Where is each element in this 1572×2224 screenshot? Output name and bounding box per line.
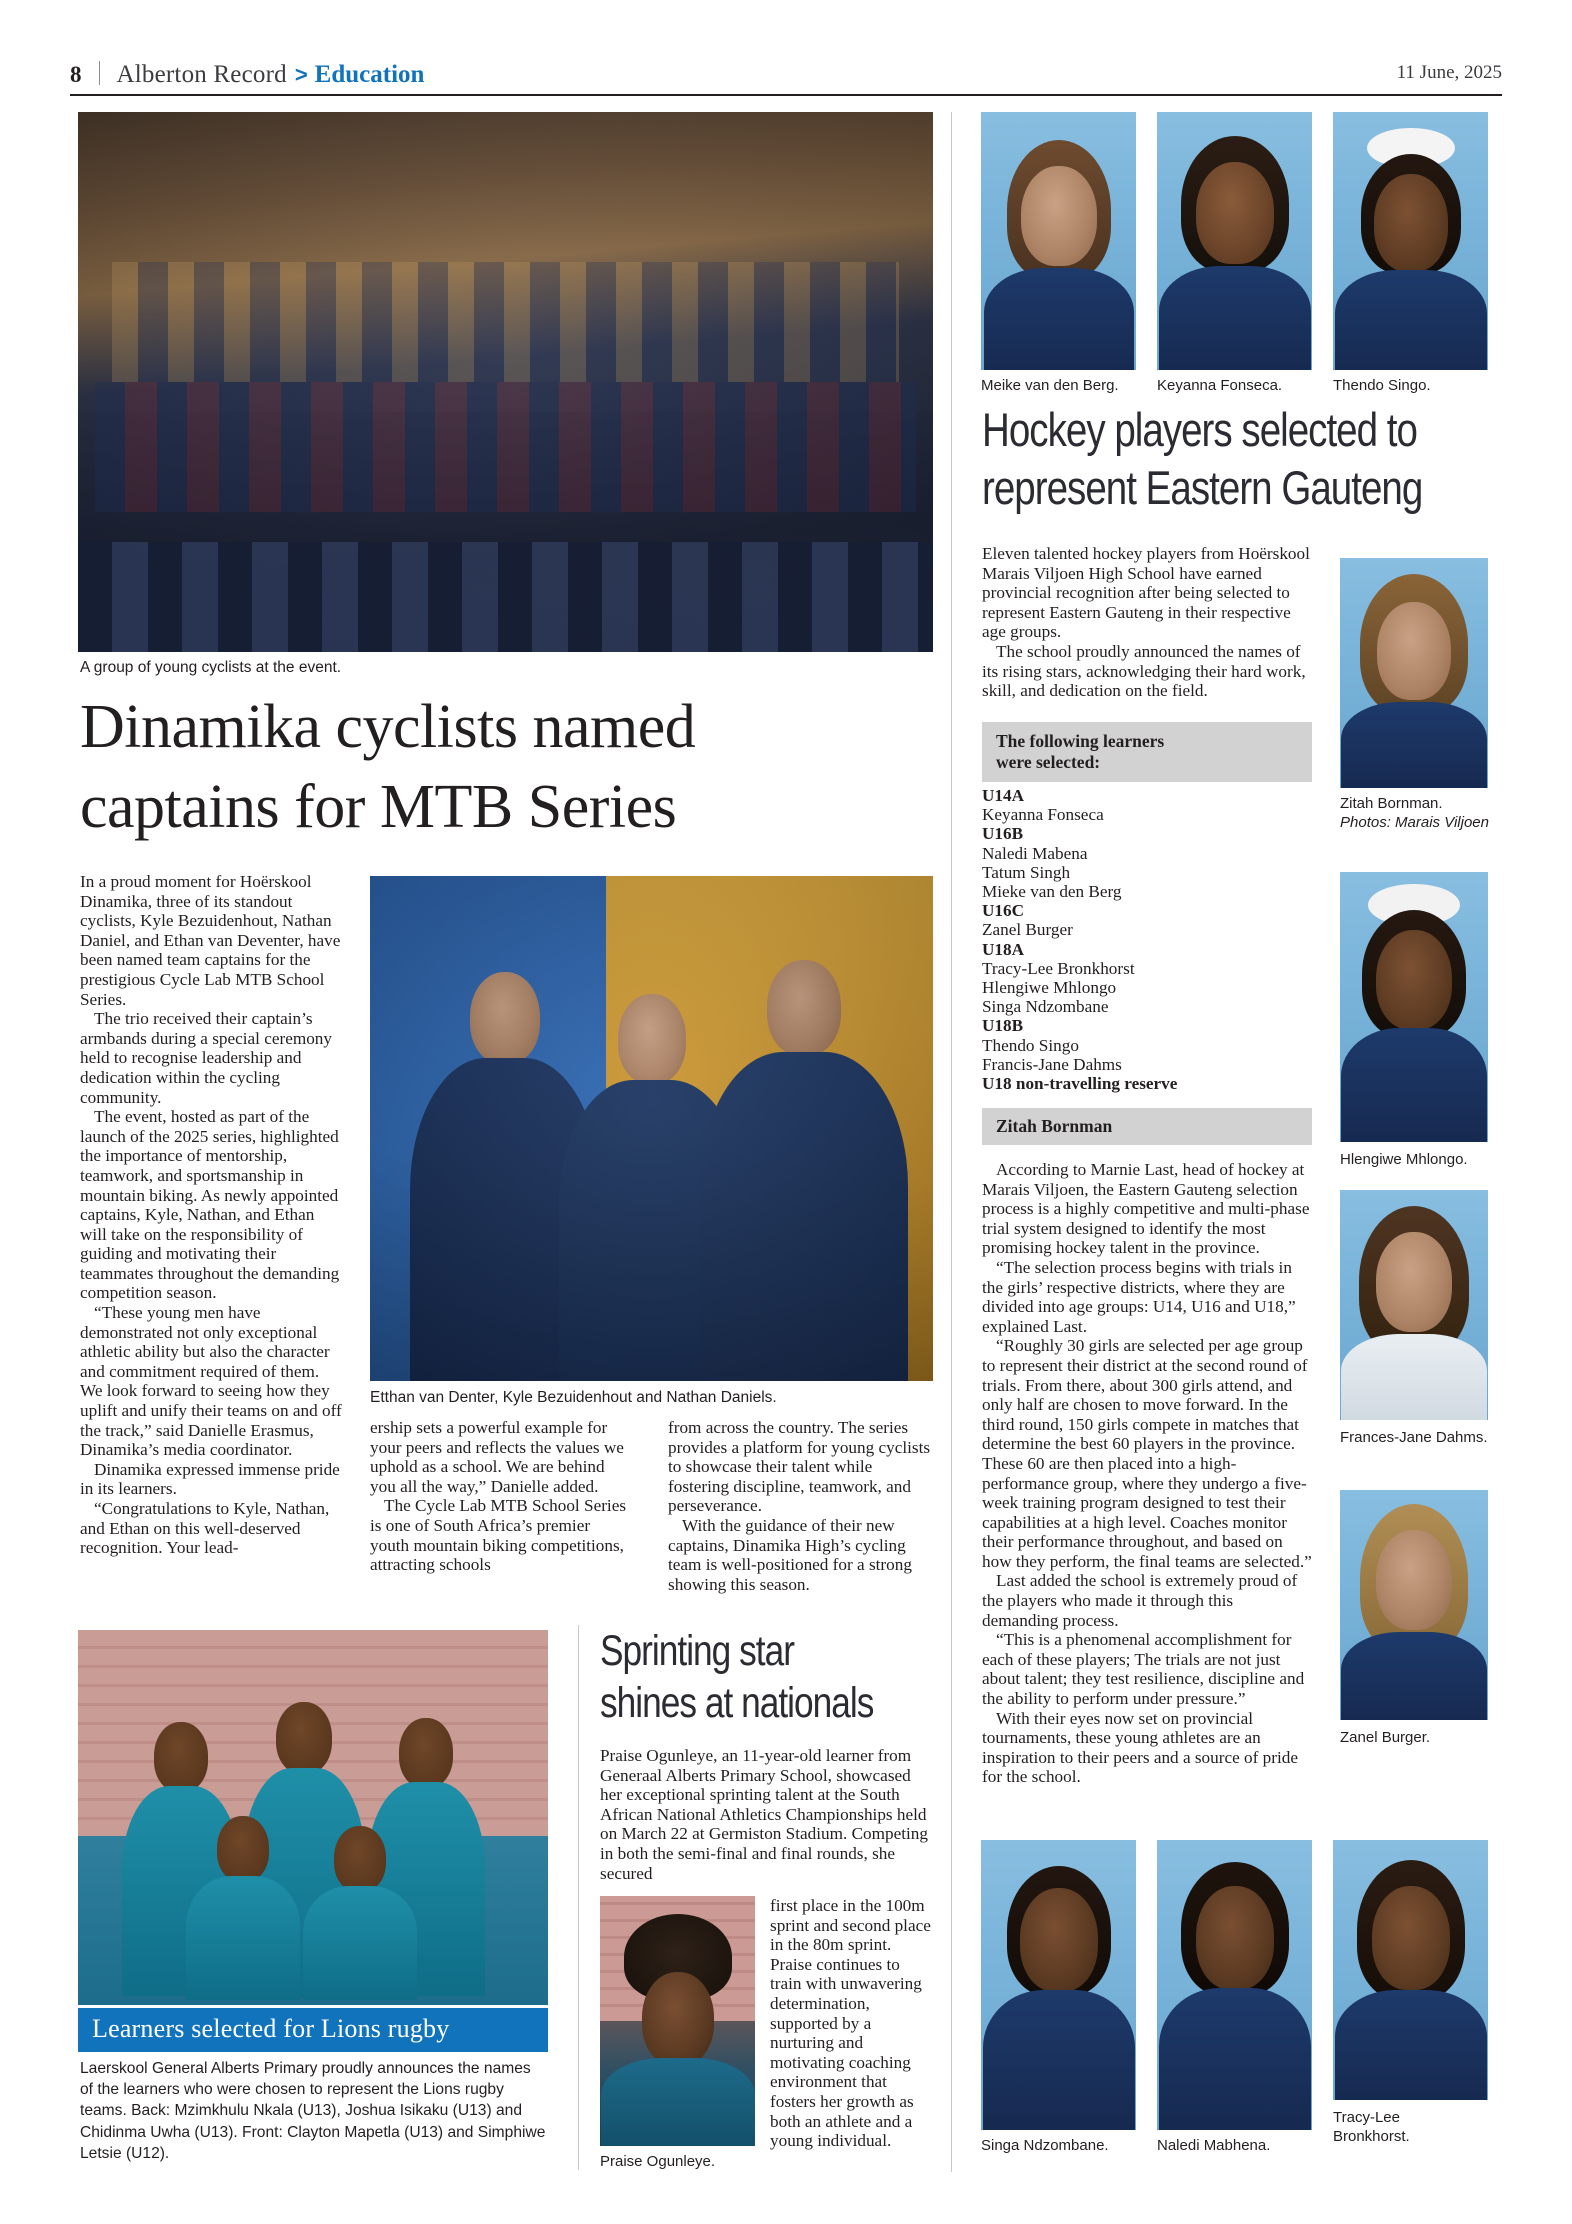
photo-lions-rugby-team xyxy=(78,1630,548,2005)
lead-paragraph: “Congratulations to Kyle, Nathan, and Ethan on this well-deserved recognition. Your lead- xyxy=(80,1499,330,1558)
portrait-zanel-burger xyxy=(1340,1490,1488,1720)
portrait-hlengiwe-mhlongo xyxy=(1340,872,1488,1142)
issue-date: 11 June, 2025 xyxy=(1396,62,1502,83)
sprint-headline-line1: Sprinting star xyxy=(600,1627,794,1675)
page-number: 8 xyxy=(70,62,82,87)
player-name: Keyanna Fonseca xyxy=(982,805,1104,825)
lead-paragraph: With the guidance of their new captains, Dinamika High’s cycling team is well-positioned for a strong showing this season. xyxy=(668,1515,912,1594)
lions-rugby-banner: Learners selected for Lions rugby xyxy=(78,2008,548,2052)
selected-learners-heading xyxy=(982,722,1312,782)
caption-hlengiwe: Hlengiwe Mhlongo. xyxy=(1340,1151,1468,1168)
photo-praise-ogunleye xyxy=(600,1896,755,2146)
caption-naledi: Naledi Mabhena. xyxy=(1157,2137,1271,2154)
column-divider-main xyxy=(951,112,952,2172)
age-group-label: U14A xyxy=(982,786,1025,805)
caption-praise-ogunleye: Praise Ogunleye. xyxy=(600,2153,716,2170)
caption-singa: Singa Ndzombane. xyxy=(981,2137,1109,2154)
chevron-right-icon: > xyxy=(294,62,308,87)
age-group-label: U18 non-travelling reserve xyxy=(982,1074,1178,1094)
selected-learners-list xyxy=(982,786,1312,1093)
portrait-zitah-bornman xyxy=(1340,558,1488,788)
masthead-rule xyxy=(70,94,1502,96)
player-name: Singa Ndzombane xyxy=(982,997,1109,1017)
lions-rugby-caption: Laerskool General Alberts Primary proudly announces the names of the learners who were chosen to represent the Lions rugby teams. Back: Mzimkhulu Nkala (U13), Joshua Isikaku (U13) and Chidinma Uwha (U13). Front: Clayton Mapetla (U13) and Simphiwe Letsie (U12). xyxy=(80,2060,546,2162)
sprint-headline-line2: shines at nationals xyxy=(600,1679,874,1727)
age-group-label: U16C xyxy=(982,901,1025,921)
lead-headline-line1: Dinamika cyclists named xyxy=(80,693,696,761)
hockey-intro xyxy=(982,544,1312,701)
portrait-naledi-mabhena xyxy=(1157,1840,1312,2130)
lead-paragraph: Dinamika expressed immense pride in its learners. xyxy=(80,1459,340,1499)
masthead-divider xyxy=(99,61,100,85)
lead-paragraph: The Cycle Lab MTB School Series is one of South Africa’s premier youth mountain biking competitions, attracting schools xyxy=(370,1496,627,1575)
hockey-paragraph: “This is a phenomenal accomplishment for each of these players; The trials are not just about talent; they test resilience, discipline and the ability to perform under pressure.” xyxy=(982,1630,1305,1709)
lead-paragraph: The event, hosted as part of the launch of the 2025 series, highlighted the importance of mentorship, teamwork, and sportsmanship in mountain biking. As newly appointed captains, Kyle, Nathan, and Ethan will take on the responsibility of guiding and motivating their teammates throughout the demanding competition season. xyxy=(80,1107,340,1303)
player-name: Naledi Mabena xyxy=(982,843,1088,863)
portrait-meike-van-den-berg xyxy=(981,112,1136,370)
hockey-paragraph: The school proudly announced the names of its rising stars, acknowledging their hard work, skill, and dedication on the field. xyxy=(982,641,1306,701)
lead-paragraph: The trio received their captain’s armbands during a special ceremony held to recognise leadership and dedication within the cycling community. xyxy=(80,1009,332,1107)
lead-paragraph: from across the country. The series provides a platform for young cyclists to showcase their talent while fostering discipline, teamwork, and perseverance. xyxy=(668,1418,931,1516)
masthead xyxy=(70,58,1502,98)
sprint-paragraph: Praise Ogunleye, an 11-year-old learner from Generaal Alberts Primary School, showcased her exceptional sprinting talent at the South African National Athletics Championships held on March 22 at Germiston Stadium. Competing in both the semi-final and final rounds, she secured xyxy=(600,1746,928,1883)
selected-learners-heading-line2: were selected: xyxy=(996,752,1101,772)
portrait-caption-keyanna: Keyanna Fonseca. xyxy=(1157,377,1283,394)
section-label: Education xyxy=(314,61,425,88)
photo-credit: Photos: Marais Viljoen xyxy=(1340,814,1489,832)
player-name: Tracy-Lee Bronkhorst xyxy=(982,958,1135,978)
hockey-paragraph: Last added the school is extremely proud of the players who made it through this demanding process. xyxy=(982,1571,1298,1630)
portrait-singa-ndzombane xyxy=(981,1840,1136,2130)
portrait-caption-meike: Meike van den Berg. xyxy=(981,377,1119,394)
sprint-paragraph: first place in the 100m sprint and second place in the 80m sprint. Praise continues to train with unwavering determination, supported by a nurturing and motivating coaching environment that fosters her growth as both an athlete and a young individual. xyxy=(770,1896,931,2151)
lead-headline-line2: captains for MTB Series xyxy=(80,773,677,841)
captains-photo-caption: Etthan van Denter, Kyle Bezuidenhout and Nathan Daniels. xyxy=(370,1389,777,1406)
hockey-paragraph: According to Marnie Last, head of hockey at Marais Viljoen, the Eastern Gauteng selection process is a highly competitive and multi-phase trial system designed to identify the most promising hockey talent in the province. xyxy=(982,1160,1310,1258)
age-group-label: U18A xyxy=(982,939,1025,959)
photo-three-captains xyxy=(370,876,933,1381)
lead-body-column-2 xyxy=(370,1418,632,1575)
lead-body-column-1 xyxy=(80,872,342,1558)
age-group-label: U18B xyxy=(982,1016,1024,1036)
hockey-paragraph: With their eyes now set on provincial tournaments, these young athletes are an inspiration to their peers and a source of pride for the school. xyxy=(982,1708,1298,1787)
player-name: Francis-Jane Dahms xyxy=(982,1054,1122,1074)
lead-paragraph: “These young men have demonstrated not only exceptional athletic ability but also the character and commitment required of them. We look forward to seeing how they uplift and unify their teams on and off the track,” said Danielle Erasmus, Dinamika’s media coordinator. xyxy=(80,1303,342,1460)
hockey-headline-line1: Hockey players selected to xyxy=(982,403,1417,456)
reserve-name-box: Zitah Bornman xyxy=(982,1108,1312,1145)
lead-body-column-3 xyxy=(668,1418,933,1594)
player-name: Tatum Singh xyxy=(982,862,1071,882)
column-divider-sprint xyxy=(578,1625,579,2170)
player-name: Zanel Burger xyxy=(982,920,1073,940)
caption-zanel: Zanel Burger. xyxy=(1340,1729,1431,1746)
portrait-thendo-singo xyxy=(1333,112,1488,370)
caption-zitah-name: Zitah Bornman. xyxy=(1340,795,1443,812)
portrait-frances-jane-dahms xyxy=(1340,1190,1488,1420)
caption-frances-jane: Frances-Jane Dahms. xyxy=(1340,1429,1488,1446)
hero-photo-cyclists xyxy=(78,112,933,652)
caption-tracy-lee: Tracy-Lee Bronkhorst. xyxy=(1333,2109,1410,2146)
sprint-body-top xyxy=(600,1746,935,1883)
masthead-left xyxy=(70,58,424,89)
player-name: Thendo Singo xyxy=(982,1035,1079,1055)
lead-paragraph: In a proud moment for Hoërskool Dinamika, three of its standout cyclists, Kyle Bezuidenhout, Nathan Daniel, and Ethan van Deventer, have been named team captains for the prestigious Cycle Lab MTB School Series. xyxy=(80,872,341,1009)
player-name: Hlengiwe Mhlongo xyxy=(982,978,1117,998)
hockey-headline-line2: represent Eastern Gauteng xyxy=(982,461,1423,514)
hero-photo-caption: A group of young cyclists at the event. xyxy=(80,659,342,676)
selected-learners-heading-line1: The following learners xyxy=(996,731,1165,751)
portrait-tracy-lee-bronkhorst xyxy=(1333,1840,1488,2100)
hockey-paragraph: Eleven talented hockey players from Hoërskool Marais Viljoen High School have earned provincial recognition after being selected to represent Eastern Gauteng in their respective age groups. xyxy=(982,544,1310,642)
lead-paragraph: ership sets a powerful example for your peers and reflects the values we uphold as a school. We are behind you all the way,” Danielle added. xyxy=(370,1418,624,1496)
sprint-body-wrap xyxy=(770,1896,935,2151)
publication-title: Alberton Record xyxy=(116,61,287,88)
age-group-label: U16B xyxy=(982,824,1024,844)
portrait-keyanna-fonseca xyxy=(1157,112,1312,370)
hockey-paragraph: “Roughly 30 girls are selected per age group to represent their district at the second round of trials. From there, about 300 girls attend, and only half are chosen to move forward. In the third round, 150 girls compete in matches that determine the best 60 players in the province. These 60 are then placed into a high-performance group, where they undergo a five-week training program designed to test their capabilities at a high level. Coaches monitor their performance throughout, and based on how they perform, the final teams are selected.” xyxy=(982,1336,1312,1571)
hockey-paragraph: “The selection process begins with trials in the girls’ respective districts, where they are divided into age groups: U14, U16 and U18,” explained Last. xyxy=(982,1257,1296,1336)
hockey-body xyxy=(982,1160,1312,1787)
portrait-caption-thendo: Thendo Singo. xyxy=(1333,377,1431,394)
player-name: Mieke van den Berg xyxy=(982,882,1122,902)
caption-zitah xyxy=(1340,794,1508,832)
